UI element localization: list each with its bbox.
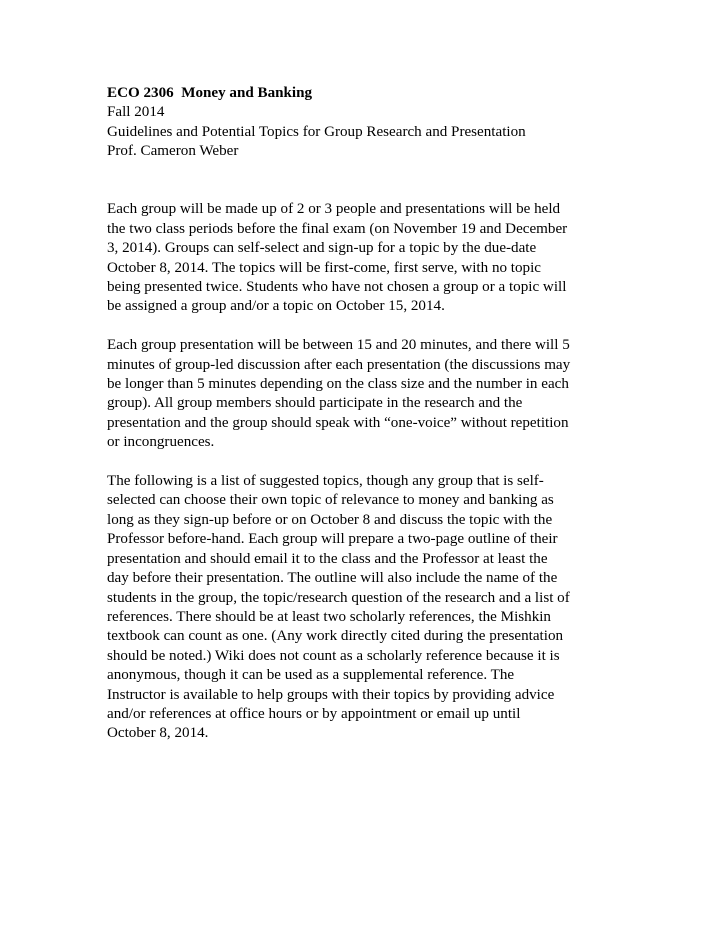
course-title: ECO 2306 Money and Banking (107, 85, 313, 101)
paragraph-line: long as they sign-up before or on October 8 and discuss the topic with the (107, 511, 553, 528)
paragraph-presentation-format (107, 336, 627, 452)
spacer (107, 453, 627, 472)
paragraph-line: presentation and should email it to the class and the Professor at least the (107, 550, 548, 567)
paragraph-line: students in the group, the topic/research question of the research and a list of (107, 589, 570, 606)
paragraph-line: minutes of group-led discussion after each presentation (the discussions may (107, 356, 571, 373)
paragraph-line: be assigned a group and/or a topic on October 15, 2014. (107, 298, 445, 315)
paragraph-line: and/or references at office hours or by appointment or email up until (107, 705, 521, 722)
paragraph-line: selected can choose their own topic of relevance to money and banking as (107, 492, 554, 509)
paragraph-line: be longer than 5 minutes depending on the class size and the number in each (107, 376, 569, 393)
paragraph-line: references. There should be at least two scholarly references, the Mishkin (107, 608, 551, 625)
paragraph-line: Instructor is available to help groups with their topics by providing advice (107, 686, 555, 703)
paragraph-line: being presented twice. Students who have not chosen a group or a topic will (107, 279, 567, 296)
paragraph-line: textbook can count as one. (Any work directly cited during the presentation (107, 628, 564, 645)
spacer (107, 317, 627, 336)
paragraph-line: presentation and the group should speak with “one-voice” without repetition (107, 414, 569, 431)
spacer (107, 181, 627, 200)
paragraph-line: day before their presentation. The outline will also include the name of the (107, 570, 558, 587)
paragraph-line: 3, 2014). Groups can self-select and sign-up for a topic by the due-date (107, 240, 537, 257)
spacer (107, 162, 627, 181)
document-page (107, 84, 627, 744)
professor-name: Prof. Cameron Weber (107, 143, 239, 160)
paragraph-group-logistics (107, 200, 627, 316)
paragraph-line: or incongruences. (107, 434, 215, 451)
paragraph-line: group). All group members should participate in the research and the (107, 395, 523, 412)
paragraph-line: Each group will be made up of 2 or 3 people and presentations will be held (107, 201, 561, 218)
paragraph-line: Each group presentation will be between 15 and 20 minutes, and there will 5 (107, 337, 570, 354)
paragraph-topics-and-outline (107, 472, 627, 744)
paragraph-line: the two class periods before the final exam (on November 19 and December (107, 220, 568, 237)
paragraph-line: October 8, 2014. The topics will be first-come, first serve, with no topic (107, 259, 541, 276)
paragraph-line: Professor before-hand. Each group will prepare a two-page outline of their (107, 531, 558, 548)
document-subtitle: Guidelines and Potential Topics for Group Research and Presentation (107, 123, 526, 140)
paragraph-line: October 8, 2014. (107, 725, 209, 742)
paragraph-line: The following is a list of suggested topics, though any group that is self- (107, 473, 544, 490)
paragraph-line: anonymous, though it can be used as a supplemental reference. The (107, 667, 515, 684)
term: Fall 2014 (107, 104, 165, 121)
paragraph-line: should be noted.) Wiki does not count as a scholarly reference because it is (107, 647, 560, 664)
